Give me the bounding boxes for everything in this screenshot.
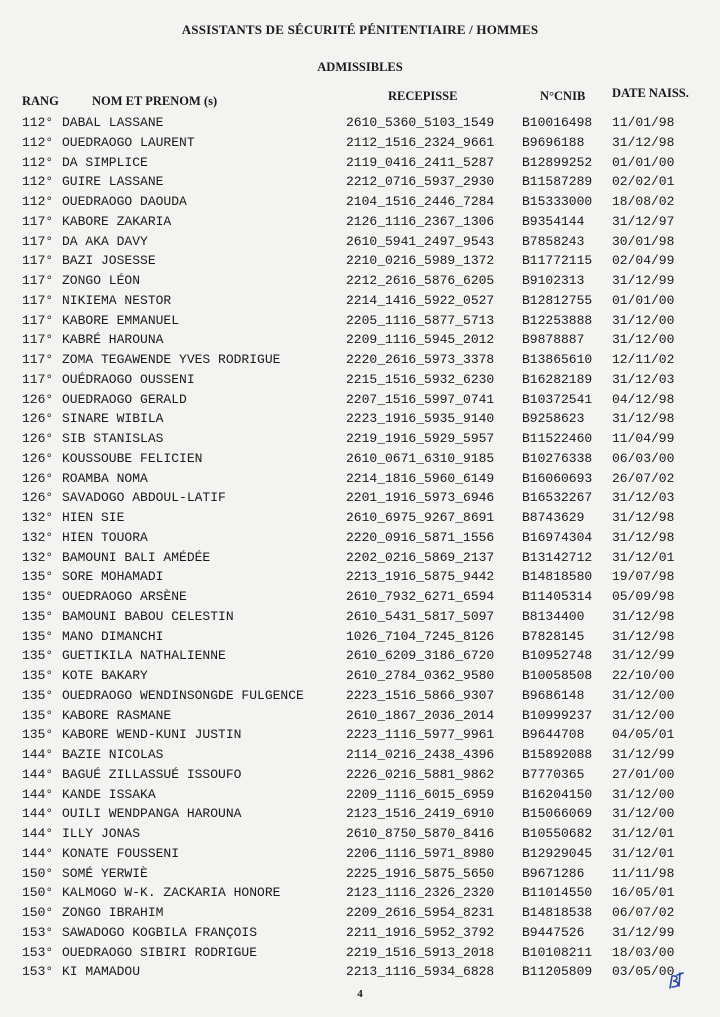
recepisse-cell: 2209_1116_6015_6959: [346, 786, 495, 802]
date-cell: 31/12/97: [612, 213, 675, 229]
rank-cell: 135°: [22, 569, 54, 585]
rank-cell: 135°: [22, 589, 54, 604]
rank-cell: 126°: [22, 431, 54, 446]
date-cell: 02/04/99: [612, 253, 675, 269]
date-cell: 31/12/01: [612, 845, 675, 861]
table-row: [0, 271, 720, 291]
table-row: [0, 528, 720, 548]
rank-cell: 117°: [22, 292, 54, 308]
name-cell: ROAMBA NOMA: [62, 470, 148, 486]
date-cell: 27/01/00: [612, 766, 675, 782]
recepisse-cell: 2209_2616_5954_8231: [346, 905, 495, 920]
name-cell: ZONGO LÉON: [62, 273, 141, 288]
name-cell: HIEN SIE: [62, 510, 125, 525]
table-row: [0, 311, 720, 331]
recepisse-cell: 2212_2616_5876_6205: [346, 273, 495, 288]
cnib-cell: B16532267: [522, 490, 593, 506]
recepisse-cell: 2212_0716_5937_2930: [346, 174, 495, 190]
recepisse-cell: 2206_1116_5971_8980: [346, 845, 495, 861]
cnib-cell: B12812755: [522, 292, 593, 308]
rank-cell: 144°: [22, 786, 54, 802]
date-cell: 31/12/98: [612, 608, 675, 624]
table-row: [0, 449, 720, 469]
cnib-cell: B16974304: [522, 529, 593, 545]
name-cell: MANO DIMANCHI: [62, 628, 164, 644]
date-cell: 01/01/00: [612, 292, 675, 308]
date-cell: 31/12/98: [612, 510, 675, 525]
date-cell: 31/12/00: [612, 806, 675, 822]
admissibles-list: [0, 113, 720, 982]
recepisse-cell: 2220_2616_5973_3378: [346, 352, 495, 367]
rank-cell: 144°: [22, 826, 54, 841]
date-cell: 11/01/98: [612, 115, 675, 130]
rank-cell: 135°: [22, 648, 54, 664]
name-cell: OUEDRAOGO ARSÈNE: [62, 589, 187, 604]
header-rang: RANG: [22, 94, 59, 108]
date-cell: 31/12/03: [612, 371, 675, 387]
rank-cell: 117°: [22, 352, 54, 367]
cnib-cell: B9102313: [522, 273, 585, 288]
cnib-cell: B8134400: [522, 608, 585, 624]
rank-cell: 126°: [22, 490, 54, 506]
name-cell: KABORE WEND-KUNI JUSTIN: [62, 727, 242, 743]
date-cell: 16/05/01: [612, 885, 675, 901]
table-row: [0, 232, 720, 252]
table-row: [0, 627, 720, 647]
table-row: [0, 686, 720, 706]
name-cell: ZONGO IBRAHIM: [62, 905, 164, 920]
date-cell: 31/12/98: [612, 628, 675, 644]
name-cell: SIB STANISLAS: [62, 431, 164, 446]
recepisse-cell: 2211_1916_5952_3792: [346, 924, 495, 940]
recepisse-cell: 2226_0216_5881_9862: [346, 766, 495, 782]
name-cell: ILLY JONAS: [62, 826, 141, 841]
date-cell: 06/03/00: [612, 450, 675, 466]
table-row: [0, 666, 720, 686]
table-row: [0, 587, 720, 607]
date-cell: 05/09/98: [612, 589, 675, 604]
rank-cell: 135°: [22, 668, 54, 683]
table-row: [0, 864, 720, 884]
table-row: [0, 469, 720, 489]
table-row: [0, 113, 720, 133]
recepisse-cell: 2225_1916_5875_5650: [346, 865, 495, 881]
table-row: [0, 172, 720, 192]
rank-cell: 132°: [22, 549, 54, 565]
name-cell: OUEDRAOGO WENDINSONGDE FULGENCE: [62, 687, 304, 703]
cnib-cell: B16204150: [522, 786, 593, 802]
table-row: [0, 943, 720, 963]
rank-cell: 153°: [22, 924, 54, 940]
rank-cell: 112°: [22, 115, 54, 130]
table-row: [0, 725, 720, 745]
page-title: ASSISTANTS DE SÉCURITÉ PÉNITENTIAIRE / HOMMES: [181, 22, 539, 37]
cnib-cell: B11522460: [522, 431, 593, 446]
table-row: [0, 804, 720, 824]
cnib-cell: B11405314: [522, 589, 593, 604]
cnib-cell: B9671286: [522, 865, 585, 881]
cnib-cell: B7828145: [522, 628, 585, 644]
name-cell: DABAL LASSANE: [62, 115, 164, 130]
rank-cell: 153°: [22, 944, 54, 960]
date-cell: 11/04/99: [612, 431, 675, 446]
table-row: [0, 350, 720, 370]
date-cell: 31/12/00: [612, 707, 675, 723]
rank-cell: 135°: [22, 687, 54, 703]
cnib-cell: B12929045: [522, 845, 593, 861]
recepisse-cell: 2114_0216_2438_4396: [346, 747, 495, 762]
table-row: [0, 646, 720, 666]
rank-cell: 150°: [22, 865, 54, 881]
date-cell: 03/05/00: [612, 964, 675, 980]
rank-cell: 135°: [22, 628, 54, 644]
table-row: [0, 133, 720, 153]
table-row: [0, 429, 720, 449]
date-cell: 31/12/99: [612, 924, 675, 940]
date-cell: 31/12/98: [612, 134, 675, 150]
date-cell: 18/08/02: [612, 194, 675, 209]
cnib-cell: B12899252: [522, 154, 593, 170]
cnib-cell: B14818538: [522, 905, 593, 920]
rank-cell: 117°: [22, 233, 54, 249]
header-recepisse: RECEPISSE: [388, 89, 458, 103]
rank-cell: 135°: [22, 608, 54, 624]
date-cell: 04/12/98: [612, 391, 675, 407]
recepisse-cell: 2209_1116_5945_2012: [346, 332, 495, 348]
cnib-cell: B8743629: [522, 510, 585, 525]
recepisse-cell: 2610_6975_9267_8691: [346, 510, 495, 525]
cnib-cell: B9644708: [522, 727, 585, 743]
date-cell: 31/12/00: [612, 687, 675, 703]
name-cell: BAZIE NICOLAS: [62, 747, 164, 762]
cnib-cell: B13142712: [522, 549, 593, 565]
rank-cell: 150°: [22, 905, 54, 920]
handwritten-initials: [666, 970, 688, 992]
rank-cell: 112°: [22, 194, 54, 209]
rank-cell: 135°: [22, 727, 54, 743]
name-cell: NIKIEMA NESTOR: [62, 292, 172, 308]
date-cell: 31/12/00: [612, 312, 675, 328]
cnib-cell: B7770365: [522, 766, 585, 782]
rank-cell: 112°: [22, 134, 54, 150]
name-cell: HIEN TOUORA: [62, 529, 148, 545]
date-cell: 11/11/98: [612, 865, 675, 881]
recepisse-cell: 1026_7104_7245_8126: [346, 628, 495, 644]
table-row: [0, 330, 720, 350]
cnib-cell: B16282189: [522, 371, 593, 387]
cnib-cell: B9258623: [522, 411, 585, 427]
recepisse-cell: 2215_1516_5932_6230: [346, 371, 495, 387]
cnib-cell: B12253888: [522, 312, 593, 328]
page-subtitle: ADMISSIBLES: [317, 60, 403, 74]
rank-cell: 132°: [22, 529, 54, 545]
name-cell: GUIRE LASSANE: [62, 174, 164, 190]
name-cell: SINARE WIBILA: [62, 411, 164, 427]
recepisse-cell: 2214_1416_5922_0527: [346, 292, 495, 308]
date-cell: 12/11/02: [612, 352, 675, 367]
date-cell: 26/07/02: [612, 470, 675, 486]
date-cell: 31/12/03: [612, 490, 675, 506]
rank-cell: 117°: [22, 213, 54, 229]
cnib-cell: B15892088: [522, 747, 593, 762]
recepisse-cell: 2610_1867_2036_2014: [346, 707, 495, 723]
date-cell: 01/01/00: [612, 154, 675, 170]
date-cell: 31/12/98: [612, 529, 675, 545]
recepisse-cell: 2610_5360_5103_1549: [346, 115, 495, 130]
cnib-cell: B9354144: [522, 213, 585, 229]
table-row: [0, 765, 720, 785]
name-cell: BAGUÉ ZILLASSUÉ ISSOUFO: [62, 766, 242, 782]
date-cell: 31/12/00: [612, 786, 675, 802]
name-cell: KOTE BAKARY: [62, 668, 148, 683]
name-cell: KONATE FOUSSENI: [62, 845, 180, 861]
name-cell: GUETIKILA NATHALIENNE: [62, 648, 226, 664]
header-date: DATE NAISS.: [612, 86, 689, 100]
date-cell: 31/12/99: [612, 273, 675, 288]
date-cell: 04/05/01: [612, 727, 675, 743]
table-row: [0, 903, 720, 923]
table-row: [0, 390, 720, 410]
recepisse-cell: 2104_1516_2446_7284: [346, 194, 495, 209]
cnib-cell: B11205809: [522, 964, 593, 980]
rank-cell: 126°: [22, 450, 54, 466]
recepisse-cell: 2610_7932_6271_6594: [346, 589, 495, 604]
header-nom: NOM ET PRENOM (s): [92, 94, 218, 108]
date-cell: 22/10/00: [612, 668, 675, 683]
rank-cell: 126°: [22, 470, 54, 486]
date-cell: 02/02/01: [612, 174, 675, 190]
recepisse-cell: 2123_1116_2326_2320: [346, 885, 495, 901]
table-row: [0, 567, 720, 587]
table-row: [0, 706, 720, 726]
cnib-cell: B10058508: [522, 668, 593, 683]
cnib-cell: B9696188: [522, 134, 585, 150]
table-row: [0, 153, 720, 173]
rank-cell: 144°: [22, 845, 54, 861]
name-cell: KABORE EMMANUEL: [62, 312, 180, 328]
rank-cell: 150°: [22, 885, 54, 901]
rank-cell: 153°: [22, 964, 54, 980]
rank-cell: 112°: [22, 154, 54, 170]
name-cell: OUEDRAOGO SIBIRI RODRIGUE: [62, 944, 258, 960]
recepisse-cell: 2219_1916_5929_5957: [346, 431, 495, 446]
rank-cell: 132°: [22, 510, 54, 525]
recepisse-cell: 2112_1516_2324_9661: [346, 134, 495, 150]
cnib-cell: B10550682: [522, 826, 593, 841]
table-row: [0, 844, 720, 864]
cnib-cell: B11014550: [522, 885, 593, 901]
rank-cell: 144°: [22, 806, 54, 822]
cnib-cell: B10952748: [522, 648, 593, 664]
rank-cell: 117°: [22, 312, 54, 328]
cnib-cell: B10276338: [522, 450, 593, 466]
date-cell: 31/12/00: [612, 332, 675, 348]
recepisse-cell: 2213_1116_5934_6828: [346, 964, 495, 980]
recepisse-cell: 2610_6209_3186_6720: [346, 648, 495, 664]
recepisse-cell: 2610_0671_6310_9185: [346, 450, 495, 466]
name-cell: BAMOUNI BABOU CELESTIN: [62, 608, 234, 624]
table-row: [0, 212, 720, 232]
name-cell: KABORE ZAKARIA: [62, 213, 172, 229]
name-cell: ZOMA TEGAWENDE YVES RODRIGUE: [62, 352, 281, 367]
table-row: [0, 548, 720, 568]
recepisse-cell: 2119_0416_2411_5287: [346, 154, 495, 170]
date-cell: 31/12/01: [612, 826, 675, 841]
recepisse-cell: 2223_1116_5977_9961: [346, 727, 495, 743]
page-number: 4: [357, 988, 363, 1000]
name-cell: SAVADOGO ABDOUL-LATIF: [62, 490, 226, 506]
cnib-cell: B11772115: [522, 253, 593, 269]
name-cell: OUEDRAOGO GERALD: [62, 391, 187, 407]
name-cell: KI MAMADOU: [62, 964, 141, 980]
table-row: [0, 745, 720, 765]
header-cnib: N°CNIB: [540, 89, 586, 103]
name-cell: SAWADOGO KOGBILA FRANÇOIS: [62, 924, 258, 940]
name-cell: KABRÉ HAROUNA: [62, 332, 164, 348]
table-row: [0, 409, 720, 429]
date-cell: 31/12/99: [612, 747, 675, 762]
cnib-cell: B16060693: [522, 470, 593, 486]
recepisse-cell: 2610_5431_5817_5097: [346, 608, 495, 624]
name-cell: SORE MOHAMADI: [62, 569, 164, 585]
cnib-cell: B15333000: [522, 194, 593, 209]
rank-cell: 144°: [22, 766, 54, 782]
table-row: [0, 291, 720, 311]
name-cell: KOUSSOUBE FELICIEN: [62, 450, 203, 466]
name-cell: SOMÉ YERWIÈ: [62, 865, 148, 881]
rank-cell: 117°: [22, 253, 54, 269]
rank-cell: 126°: [22, 391, 54, 407]
rank-cell: 117°: [22, 332, 54, 348]
name-cell: OUÉDRAOGO OUSSENI: [62, 371, 195, 387]
recepisse-cell: 2610_8750_5870_8416: [346, 826, 495, 841]
cnib-cell: B9686148: [522, 687, 585, 703]
cnib-cell: B13865610: [522, 352, 593, 367]
cnib-cell: B11587289: [522, 174, 593, 190]
recepisse-cell: 2123_1516_2419_6910: [346, 806, 495, 822]
cnib-cell: B10016498: [522, 115, 593, 130]
cnib-cell: B7858243: [522, 233, 585, 249]
cnib-cell: B9447526: [522, 924, 585, 940]
recepisse-cell: 2223_1916_5935_9140: [346, 411, 495, 427]
date-cell: 18/03/00: [612, 944, 675, 960]
name-cell: KANDE ISSAKA: [62, 786, 156, 802]
cnib-cell: B9878887: [522, 332, 585, 348]
recepisse-cell: 2213_1916_5875_9442: [346, 569, 495, 585]
table-row: [0, 785, 720, 805]
name-cell: BAZI JOSESSE: [62, 253, 156, 269]
recepisse-cell: 2210_0216_5989_1372: [346, 253, 495, 269]
cnib-cell: B10999237: [522, 707, 593, 723]
recepisse-cell: 2220_0916_5871_1556: [346, 529, 495, 545]
name-cell: BAMOUNI BALI AMÉDÉE: [62, 549, 211, 565]
rank-cell: 117°: [22, 273, 54, 288]
recepisse-cell: 2214_1816_5960_6149: [346, 470, 495, 486]
recepisse-cell: 2202_0216_5869_2137: [346, 549, 495, 565]
date-cell: 31/12/98: [612, 411, 675, 427]
date-cell: 19/07/98: [612, 569, 675, 585]
name-cell: DA SIMPLICE: [62, 154, 148, 170]
table-row: [0, 962, 720, 982]
table-row: [0, 883, 720, 903]
table-row: [0, 508, 720, 528]
rank-cell: 112°: [22, 174, 54, 190]
rank-cell: 144°: [22, 747, 54, 762]
name-cell: OUEDRAOGO LAURENT: [62, 134, 195, 150]
table-row: [0, 824, 720, 844]
rank-cell: 126°: [22, 411, 54, 427]
table-row: [0, 923, 720, 943]
date-cell: 30/01/98: [612, 233, 675, 249]
recepisse-cell: 2207_1516_5997_0741: [346, 391, 495, 407]
cnib-cell: B10372541: [522, 391, 593, 407]
recepisse-cell: 2201_1916_5973_6946: [346, 490, 495, 506]
recepisse-cell: 2223_1516_5866_9307: [346, 687, 495, 703]
date-cell: 31/12/99: [612, 648, 675, 664]
table-row: [0, 370, 720, 390]
recepisse-cell: 2610_2784_0362_9580: [346, 668, 495, 683]
recepisse-cell: 2219_1516_5913_2018: [346, 944, 495, 960]
table-row: [0, 488, 720, 508]
recepisse-cell: 2126_1116_2367_1306: [346, 213, 495, 229]
rank-cell: 135°: [22, 707, 54, 723]
name-cell: OUILI WENDPANGA HAROUNA: [62, 806, 242, 822]
date-cell: 31/12/01: [612, 549, 675, 565]
name-cell: KALMOGO W-K. ZACKARIA HONORE: [62, 885, 281, 901]
cnib-cell: B10108211: [522, 944, 593, 960]
name-cell: DA AKA DAVY: [62, 233, 148, 249]
rank-cell: 117°: [22, 371, 54, 387]
name-cell: KABORE RASMANE: [62, 707, 172, 723]
recepisse-cell: 2610_5941_2497_9543: [346, 233, 495, 249]
date-cell: 06/07/02: [612, 905, 675, 920]
table-row: [0, 192, 720, 212]
table-row: [0, 251, 720, 271]
cnib-cell: B15066069: [522, 806, 593, 822]
cnib-cell: B14818580: [522, 569, 593, 585]
recepisse-cell: 2205_1116_5877_5713: [346, 312, 495, 328]
table-row: [0, 607, 720, 627]
name-cell: OUEDRAOGO DAOUDA: [62, 194, 187, 209]
